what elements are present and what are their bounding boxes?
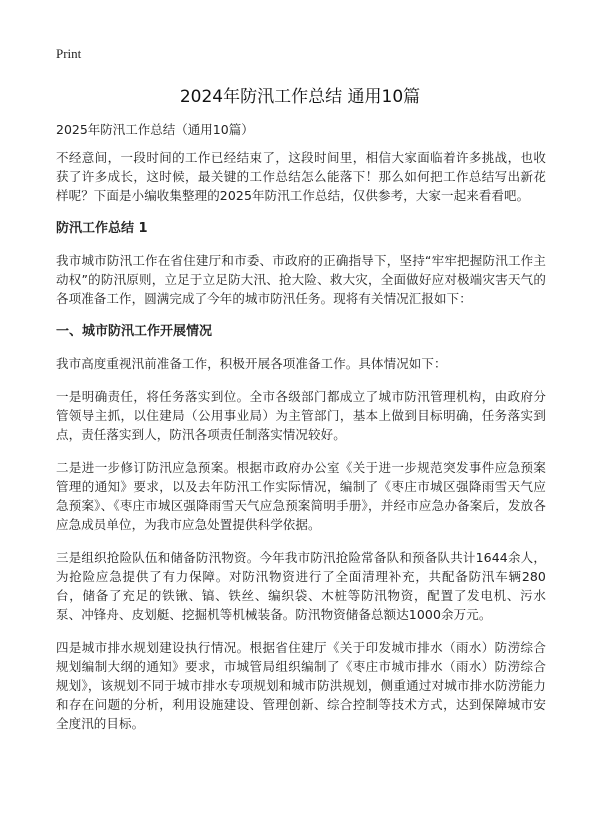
section-paragraph-4: 二是进一步修订防汛应急预案。根据市政府办公室《关于进一步规范突发事件应急预案管理的通知》要求，以及去年防汛工作实际情况，编制了《枣庄市城区强降雨雪天气应急预案》、《枣庄市城区强降雨雪天气应急预案简明手册》，并经市应急办备案后，发放各应急成员单位，为我市应急处置提供科学依据。 <box>56 460 546 532</box>
section-paragraph-2: 我市高度重视汛前准备工作，积极开展各项准备工作。具体情况如下： <box>56 356 447 371</box>
article-subtitle: 2025年防汛工作总结（通用10篇） <box>56 122 254 137</box>
section-paragraph-5: 三是组织抢险队伍和储备防汛物资。今年我市防汛抢险常备队和预备队共计1644余人，为抢险应急提供了有力保障。对防汛物资进行了全面清理补充，共配备防汛车辆280台，储备了充足的铁锹、镐、铁丝、编织袋、木桩等防汛物资，配置了发电机、污水泵、冲锋舟、皮划艇、挖掘机等机械装备。防汛物资储备总额达1000余万元。 <box>56 550 546 622</box>
print-link[interactable]: Print <box>56 46 82 61</box>
section-paragraph-1: 我市城市防汛工作在省住建厅和市委、市政府的正确指导下，坚持“牢牢把握防汛工作主动权”的防汛原则，立足于立足防大汛、抢大险、救大灾，全面做好应对极端灾害天气的各项准备工作，圆满完成了今年的城市防汛任务。现将有关情况汇报如下： <box>56 253 546 306</box>
article-body <box>56 120 546 747</box>
intro-paragraph: 不经意间，一段时间的工作已经结束了，这段时间里，相信大家面临着许多挑战，也收获了许多成长，这时候，最关键的工作总结怎么能落下！那么如何把工作总结写出新花样呢？下面是小编收集整理的2025年防汛工作总结，仅供参考，大家一起来看看吧。 <box>56 150 546 203</box>
section-paragraph-6: 四是城市排水规划建设执行情况。根据省住建厅《关于印发城市排水（雨水）防涝综合规划编制大纲的通知》要求，市城管局组织编制了《枣庄市城市排水（雨水）防涝综合规划》，该规划不同于城市排水专项规划和城市防洪规划，侧重通过对城市排水防涝能力和存在问题的分析，利用设施建设、管理创新、综合控制等技术方式，达到保障城市安全度汛的目标。 <box>56 640 546 731</box>
section-paragraph-3: 一是明确责任，将任务落实到位。全市各级部门都成立了城市防汛管理机构，由政府分管领导主抓，以住建局（公用事业局）为主管部门，基本上做到目标明确，任务落实到点，责任落实到人，防汛各项责任制落实情况较好。 <box>56 389 546 442</box>
subsection-heading: 一、城市防汛工作开展情况 <box>56 324 213 339</box>
page-title: 2024年防汛工作总结 通用10篇 <box>179 87 421 107</box>
section-heading: 防汛工作总结 1 <box>56 221 148 236</box>
